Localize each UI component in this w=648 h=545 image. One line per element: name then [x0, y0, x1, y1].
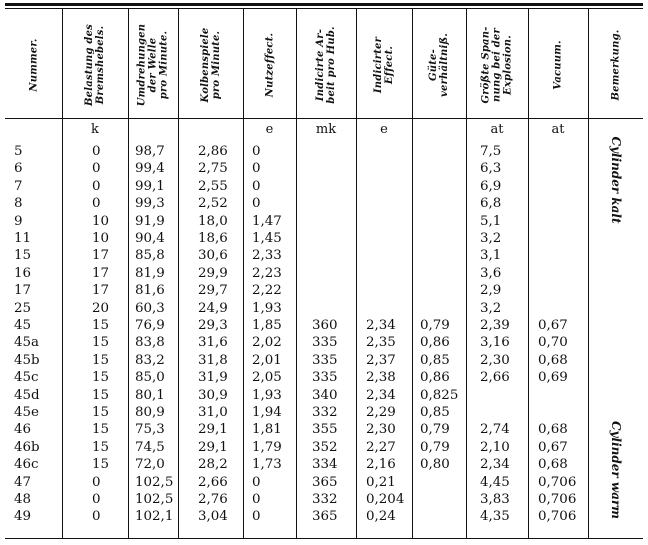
cell-nutzeffect: 1,93: [252, 300, 282, 316]
cell-guete: 0,85: [420, 405, 450, 420]
cell-belastung: 0: [92, 144, 101, 159]
cell-guete: 0,79: [420, 422, 450, 438]
cell-vacuum: 0,706: [538, 492, 577, 507]
cell-nutzeffect: 1,93: [252, 387, 282, 403]
cell-guete: 0,86: [420, 335, 450, 351]
header-label: Güte- verhältniß.: [428, 33, 450, 97]
cell-belastung: 0: [92, 178, 101, 194]
cell-nutzeffect: 2,05: [252, 370, 282, 386]
cell-ind-arbeit: 332: [312, 405, 338, 420]
cell-belastung: 15: [92, 318, 110, 333]
cell-guete: 0,825: [420, 387, 459, 403]
cell-nutzeffect: 2,02: [252, 335, 282, 351]
cell-nummer: 48: [14, 492, 32, 507]
cell-kolbenspiele: 30,9: [198, 387, 228, 403]
cell-kolbenspiele: 3,04: [198, 509, 228, 525]
cell-umdrehungen: 81,9: [135, 265, 165, 281]
cell-guete: 0,80: [420, 457, 450, 473]
cell-umdrehungen: 81,6: [135, 283, 165, 299]
cell-guete: 0,79: [420, 439, 450, 455]
cell-spannung: 3,16: [480, 335, 510, 351]
cell-vacuum: 0,68: [538, 352, 568, 368]
cell-kolbenspiele: 31,9: [198, 370, 228, 386]
cell-nutzeffect: 2,01: [252, 352, 282, 368]
cell-ind-effect: 2,29: [366, 405, 396, 420]
cell-guete: 0,85: [420, 352, 450, 368]
cell-spannung: 2,66: [480, 370, 510, 386]
cell-nummer: 45: [14, 318, 32, 333]
header-ind-arbeit: [296, 12, 356, 118]
cell-umdrehungen: 102,5: [135, 492, 174, 507]
header-label: Bemerkung.: [610, 29, 621, 101]
header-label: Umdrehungen der Welle pro Minute.: [136, 23, 170, 107]
cell-nutzeffect: 1,47: [252, 213, 282, 229]
cell-spannung: 2,34: [480, 457, 510, 473]
header-spannung: [466, 12, 528, 118]
cell-nummer: 49: [14, 509, 32, 525]
cell-kolbenspiele: 2,76: [198, 492, 228, 507]
cell-nummer: 47: [14, 474, 32, 490]
cell-guete: 0,86: [420, 370, 450, 386]
cell-nutzeffect: 0: [252, 196, 261, 212]
cell-nummer: 45a: [14, 335, 40, 351]
cell-nutzeffect: 1,73: [252, 457, 282, 473]
cell-belastung: 0: [92, 474, 101, 490]
cell-nutzeffect: 2,22: [252, 283, 282, 299]
cell-belastung: 15: [92, 370, 110, 386]
cell-nummer: 45b: [14, 352, 40, 368]
header-label: Belastung des Bremshebels.: [84, 24, 106, 106]
cell-spannung: 2,9: [480, 283, 502, 299]
cell-umdrehungen: 99,3: [135, 196, 165, 212]
cell-nutzeffect: 1,94: [252, 405, 282, 420]
cell-ind-arbeit: 335: [312, 335, 338, 351]
header-vacuum: [528, 12, 588, 118]
cell-spannung: 2,74: [480, 422, 510, 438]
cell-umdrehungen: 90,4: [135, 231, 165, 246]
cell-ind-effect: 2,16: [366, 457, 396, 473]
cell-nummer: 46b: [14, 439, 40, 455]
unit-nutzeffect: e: [265, 122, 274, 137]
header-label: Kolbenspiele pro Minute.: [199, 27, 222, 103]
cell-ind-effect: 2,34: [366, 318, 396, 333]
cell-nummer: 45c: [14, 370, 39, 386]
cell-vacuum: 0,706: [538, 474, 577, 490]
header-label: Vacuum.: [552, 40, 564, 90]
cell-belastung: 10: [92, 231, 110, 246]
cell-umdrehungen: 80,9: [135, 405, 165, 420]
cell-nummer: 8: [14, 196, 23, 212]
cell-spannung: 4,35: [480, 509, 510, 525]
cell-kolbenspiele: 2,66: [198, 474, 228, 490]
cell-vacuum: 0,68: [538, 457, 568, 473]
cell-ind-effect: 2,30: [366, 422, 396, 438]
cell-ind-effect: 2,38: [366, 370, 396, 386]
cell-nummer: 9: [14, 213, 23, 229]
cell-vacuum: 0,67: [538, 318, 568, 333]
cell-vacuum: 0,69: [538, 370, 568, 386]
cell-kolbenspiele: 29,3: [198, 318, 228, 333]
cell-nutzeffect: 0: [252, 144, 261, 159]
cell-ind-arbeit: 365: [312, 474, 338, 490]
header-kolbenspiele: [178, 12, 243, 118]
header-rule: [5, 118, 643, 119]
unit-spannung: at: [490, 122, 504, 137]
cell-ind-arbeit: 335: [312, 370, 338, 386]
cell-umdrehungen: 83,8: [135, 335, 165, 351]
cell-vacuum: 0,706: [538, 509, 577, 525]
cell-spannung: 3,6: [480, 265, 502, 281]
cell-kolbenspiele: 28,2: [198, 457, 228, 473]
cell-belastung: 0: [92, 509, 101, 525]
cell-belastung: 17: [92, 265, 110, 281]
cell-nutzeffect: 2,33: [252, 248, 282, 264]
unit-belastung: k: [91, 122, 99, 137]
cell-umdrehungen: 102,5: [135, 474, 174, 490]
cell-belastung: 0: [92, 161, 101, 177]
cell-kolbenspiele: 29,9: [198, 265, 228, 281]
cell-ind-effect: 0,21: [366, 474, 396, 490]
cell-kolbenspiele: 29,1: [198, 439, 228, 455]
cell-belastung: 0: [92, 196, 101, 212]
cell-belastung: 10: [92, 213, 110, 229]
top-rule-thin: [5, 8, 643, 9]
header-ind-effect: [356, 12, 412, 118]
cell-vacuum: 0,67: [538, 439, 568, 455]
cell-nummer: 7: [14, 178, 23, 194]
cell-belastung: 0: [92, 492, 101, 507]
cell-kolbenspiele: 29,7: [198, 283, 228, 299]
cell-guete: 0,79: [420, 318, 450, 333]
cell-spannung: 7,5: [480, 144, 502, 159]
cell-nummer: 25: [14, 300, 32, 316]
cell-vacuum: 0,70: [538, 335, 568, 351]
cell-umdrehungen: 102,1: [135, 509, 174, 525]
cell-kolbenspiele: 31,6: [198, 335, 228, 351]
cell-umdrehungen: 80,1: [135, 387, 165, 403]
cell-nummer: 6: [14, 161, 23, 177]
cell-kolbenspiele: 29,1: [198, 422, 228, 438]
header-nutzeffect: [243, 12, 296, 118]
cell-spannung: 4,45: [480, 474, 510, 490]
cell-belastung: 15: [92, 439, 110, 455]
cell-umdrehungen: 99,4: [135, 161, 165, 177]
unit-ind-effect: e: [380, 122, 388, 137]
cell-belastung: 20: [92, 300, 110, 316]
cell-nummer: 17: [14, 283, 32, 299]
cell-umdrehungen: 98,7: [135, 144, 165, 159]
cell-kolbenspiele: 2,52: [198, 196, 228, 212]
header-nummer: [5, 12, 62, 118]
cell-belastung: 15: [92, 387, 110, 403]
cell-umdrehungen: 91,9: [135, 213, 165, 229]
cell-belastung: 15: [92, 457, 110, 473]
cell-nummer: 11: [14, 231, 32, 246]
cell-belastung: 15: [92, 405, 110, 420]
cell-umdrehungen: 60,3: [135, 300, 165, 316]
cell-ind-effect: 2,37: [366, 352, 396, 368]
cell-kolbenspiele: 18,6: [198, 231, 228, 246]
cell-vacuum: 0,68: [538, 422, 568, 438]
header-label: Größte Span- nung bei der Explosion.: [480, 26, 514, 104]
cell-nutzeffect: 0: [252, 178, 261, 194]
remark-cold: Cylinder kalt: [609, 136, 623, 224]
cell-nutzeffect: 0: [252, 474, 261, 490]
cell-ind-effect: 2,34: [366, 387, 396, 403]
cell-belastung: 17: [92, 248, 110, 264]
cell-nutzeffect: 1,79: [252, 439, 282, 455]
cell-ind-effect: 0,24: [366, 509, 396, 525]
cell-ind-effect: 0,204: [366, 492, 405, 507]
cell-spannung: 3,2: [480, 300, 502, 316]
cell-nutzeffect: 0: [252, 509, 261, 525]
cell-nutzeffect: 1,45: [252, 231, 282, 246]
cell-nutzeffect: 0: [252, 161, 261, 177]
cell-umdrehungen: 76,9: [135, 318, 165, 333]
header-belastung: [62, 12, 128, 118]
cell-kolbenspiele: 2,86: [198, 144, 228, 159]
cell-umdrehungen: 74,5: [135, 439, 165, 455]
cell-ind-effect: 2,35: [366, 335, 396, 351]
cell-umdrehungen: 85,0: [135, 370, 165, 386]
cell-nutzeffect: 1,81: [252, 422, 282, 438]
unit-ind-arbeit: mk: [315, 122, 337, 137]
cell-spannung: 6,9: [480, 178, 502, 194]
cell-umdrehungen: 75,3: [135, 422, 165, 438]
cell-ind-arbeit: 334: [312, 457, 338, 473]
header-label: Indicirte Ar- beit pro Hub.: [315, 26, 337, 104]
header-guete: [412, 12, 466, 118]
cell-nutzeffect: 1,85: [252, 318, 282, 333]
top-rule-thick: [5, 3, 643, 6]
cell-ind-arbeit: 365: [312, 509, 338, 525]
cell-nummer: 16: [14, 265, 32, 281]
cell-nutzeffect: 2,23: [252, 265, 282, 281]
cell-kolbenspiele: 31,8: [198, 352, 228, 368]
header-label: Nummer.: [28, 38, 39, 92]
cell-spannung: 3,83: [480, 492, 510, 507]
remark-warm: Cylinder warm: [609, 420, 623, 520]
cell-nummer: 46: [14, 422, 32, 438]
cell-kolbenspiele: 24,9: [198, 300, 228, 316]
header-bemerkung: [588, 12, 643, 118]
cell-ind-arbeit: 340: [312, 387, 338, 403]
header-label: Nutzeffect.: [264, 32, 275, 98]
cell-kolbenspiele: 31,0: [198, 405, 228, 420]
cell-ind-arbeit: 352: [312, 439, 338, 455]
cell-umdrehungen: 85,8: [135, 248, 165, 264]
cell-belastung: 15: [92, 335, 110, 351]
cell-ind-arbeit: 332: [312, 492, 338, 507]
cell-ind-effect: 2,27: [366, 439, 396, 455]
unit-vacuum: at: [551, 122, 565, 137]
cell-kolbenspiele: 18,0: [198, 213, 228, 229]
bottom-rule: [5, 538, 643, 539]
cell-spannung: 6,3: [480, 161, 502, 177]
cell-nummer: 45e: [14, 405, 39, 420]
cell-umdrehungen: 99,1: [135, 178, 165, 194]
cell-spannung: 3,2: [480, 231, 502, 246]
cell-spannung: 2,39: [480, 318, 510, 333]
cell-nummer: 15: [14, 248, 32, 264]
cell-spannung: 2,10: [480, 439, 510, 455]
cell-nutzeffect: 0: [252, 492, 261, 507]
cell-ind-arbeit: 335: [312, 352, 338, 368]
cell-nummer: 46c: [14, 457, 39, 473]
cell-belastung: 15: [92, 352, 110, 368]
cell-spannung: 6,8: [480, 196, 502, 212]
cell-nummer: 5: [14, 144, 23, 159]
cell-spannung: 2,30: [480, 352, 510, 368]
cell-spannung: 5,1: [480, 213, 502, 229]
cell-kolbenspiele: 30,6: [198, 248, 228, 264]
cell-kolbenspiele: 2,55: [198, 178, 228, 194]
cell-umdrehungen: 72,0: [135, 457, 165, 473]
cell-belastung: 17: [92, 283, 110, 299]
cell-kolbenspiele: 2,75: [198, 161, 228, 177]
cell-ind-arbeit: 355: [312, 422, 338, 438]
cell-ind-arbeit: 360: [312, 318, 338, 333]
header-label: Indicirter Effect.: [373, 36, 395, 94]
header-umdrehungen: [128, 12, 178, 118]
cell-umdrehungen: 83,2: [135, 352, 165, 368]
cell-spannung: 3,1: [480, 248, 502, 264]
cell-belastung: 15: [92, 422, 110, 438]
cell-nummer: 45d: [14, 387, 40, 403]
